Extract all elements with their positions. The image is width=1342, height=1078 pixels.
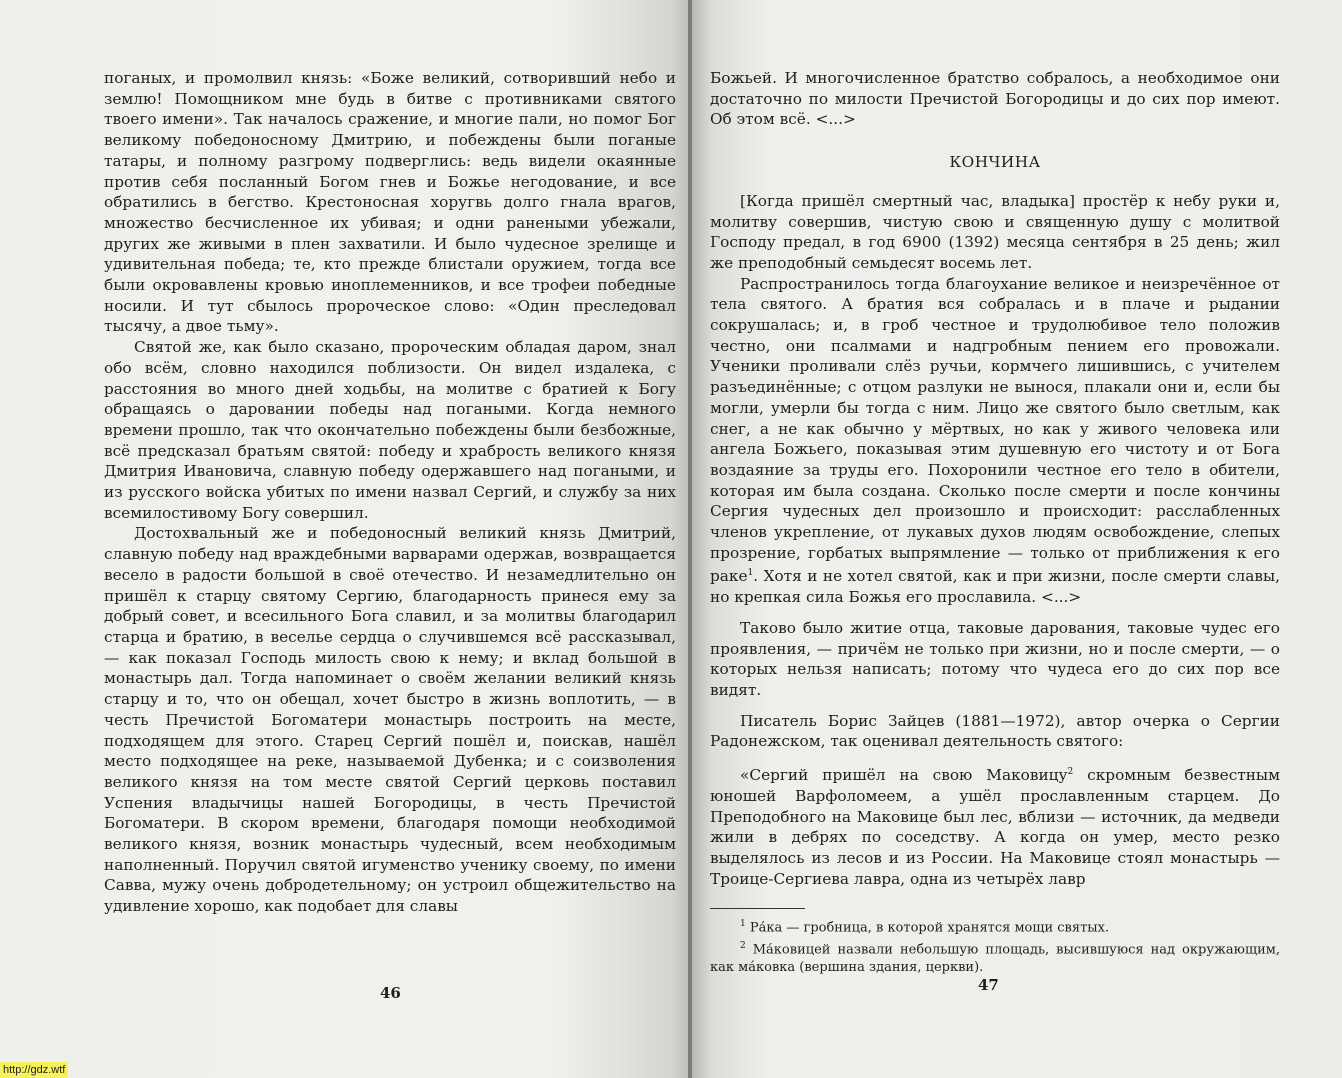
- paragraph-intro: Божьей. И многочисленное братство собралось, а необходимое они достаточно по милости Пречистой Богородицы и до сих пор имеют. Об этом всё. <...>: [710, 69, 1280, 129]
- right-page: [692, 0, 1342, 1078]
- footnote-1: [710, 915, 1280, 937]
- section-heading: КОНЧИНА: [949, 153, 1041, 172]
- footnote-2: [710, 937, 1280, 977]
- paragraph-life: Таково было житие отца, таковые дарования, таковые чудес его проявления, — причём не только при жизни, но и после смерти, — о которых нельзя написать; потому что чудеса его до сих пор все видят.: [710, 618, 1280, 700]
- paragraph-quote: [710, 762, 1280, 889]
- right-page-text: [710, 68, 1280, 977]
- paragraph-prophecy: Святой же, как было сказано, пророческим обладая даром, знал обо всём, словно находился поблизости. Он видел издалека, с расстояния во много дней ходьбы, на молитве с братией к Богу обращаясь о даровании победы над погаными. Когда немного времени прошло, так что окончательно побеждены были безбожные, всё предсказал братьям святой: победу и храбрость великого князя Дмитрия Ивановича, славную победу одержавшего над погаными, и из русского войска убитых по имени назвал Сергий, и службу за них всемилостивому Богу совершил.: [104, 338, 676, 522]
- footnote-ref-1: 1: [747, 568, 754, 579]
- paragraph-quote-part-1: «Сергий пришёл на свою Маковицу: [740, 766, 1068, 785]
- paragraph-writer: Писатель Борис Зайцев (1881—1972), автор очерка о Сергии Радонежском, так оценивал деятельность святого:: [710, 711, 1280, 751]
- paragraph-death: [Когда пришёл смертный час, владыка] простёр к небу руки и, молитву совершив, чистую свою и священную душу с молитвой Господу предал, в год 6900 (1392) месяца сентября в 25 день; жил же преподобный семьдесят восемь лет.: [710, 191, 1280, 272]
- footnote-text: Ра́ка — гробница, в которой хранятся мощи святых.: [749, 919, 1110, 935]
- watermark-label: http://gdz.wtf: [0, 1062, 68, 1078]
- page-number-right: 47: [978, 976, 999, 994]
- footnote-mark: 2: [740, 940, 746, 951]
- paragraph-fragrance: [710, 274, 1280, 608]
- paragraph-battle: поганых, и промолвил князь: «Боже великий, сотворивший небо и землю! Помощником мне будь в битве с противниками святого твоего имени». Так началось сражение, и многие пали, но помог Бог великому победоносному Дмитрию, и побеждены были поганые татары, и полному разгрому подверглись: ведь видели окаянные против себя посланный Богом гнев и Божье негодование, и все обратились в бегство. Крестоносная хоругвь долго гнала врагов, множество бесчисленное их убивая; и одни ранеными убежали, других же живыми в плен захватили. И было чудесное зрелище и удивительная победа; те, кто прежде блистали оружием, тогда все были окровавлены кровью иноплеменников, и все трофеи победные носили. И тут сбылось пророческое слово: «Один преследовал тысячу, а двое тьму».: [104, 69, 676, 336]
- left-page-text: [104, 68, 676, 917]
- paragraph-monastery: Достохвальный же и победоносный великий князь Дмитрий, славную победу над враждебными варварами одержав, возвращается весело в радости большой в своё отечество. И незамедлительно он пришёл к старцу святому Сергию, благодарность принеся ему за добрый совет, и всесильного Бога славил, и за молитвы благодарил старца и братию, в веселье сердца о случившемся всё рассказывал, — как показал Господь милость свою к нему; и вклад большой в монастырь дал. Тогда напоминает о своём желании великий князь старцу и то, что он обещал, хочет быстро в жизнь воплотить, — в честь Пречистой Богоматери монастырь построить на месте, подходящем для этого. Старец Сергий пошёл и, поискав, нашёл место подходящее на реке, называемой Дубенка; и с соизволения великого князя на том месте святой Сергий церковь поставил Успения владычицы нашей Богородицы, в честь Пречистой Богоматери. В скором времени, благодаря помощи необходимой великого князя, возник монастырь чудесный, всем необходимым наполненный. Поручил святой игуменство ученику своему, по имени Савва, мужу очень добродетельному; он устроил общежительство на удивление хорошо, как подобает для славы: [104, 524, 676, 916]
- footnote-divider: [710, 908, 805, 909]
- footnote-text: Ма́ковицей назвали небольшую площадь, высившуюся над окружающим, как ма́ковка (вершина здания, церкви).: [710, 942, 1280, 976]
- footnote-ref-2: 2: [1067, 767, 1074, 778]
- paragraph-quote-part-2: скромным безвестным юношей Варфоломеем, а ушёл прославленным старцем. До Преподобного на Маковице был лес, вблизи — источник, да медведи жили в дебрях по соседству. А когда он умер, место резко выделялось из лесов и из России. На Маковице стоял монастырь — Троице-Сергиева лавра, одна из четырёх лавр: [710, 766, 1280, 888]
- paragraph-fragrance-part-1: Распространилось тогда благоухание великое и неизречённое от тела святого. А братия вся собралась и в плаче и рыдании сокрушалась; и, в гроб честное и трудолюбивое тело положив честно, они псалмами и надгробным пением его провожали. Ученики проливали слёз ручьи, кормчего лишившись, с учителем разъединённые; с отцом разлуки не вынося, плакали они и, если бы могли, умерли бы тогда с ним. Лицо же святого было светлым, как снег, а не как обычно у мёртвых, но как у живого человека или ангела Божьего, показывая этим душевную его чистоту и от Бога воздаяние за труды его. Похоронили честное его тело в обители, которая им была создана. Сколько после смерти и после кончины Сергия чудесных дел произошло и происходит: расслабленных членов укрепление, от лукавых духов людям освобождение, слепых прозрение, горбатых выпрямление — только от приближения к его раке: [710, 274, 1280, 586]
- paragraph-fragrance-part-2: . Хотя и не хотел святой, как и при жизни, после смерти славы, но крепкая сила Божья его прославила. <...>: [710, 567, 1280, 607]
- footnote-mark: 1: [740, 918, 746, 929]
- page-number-left: 46: [380, 984, 401, 1002]
